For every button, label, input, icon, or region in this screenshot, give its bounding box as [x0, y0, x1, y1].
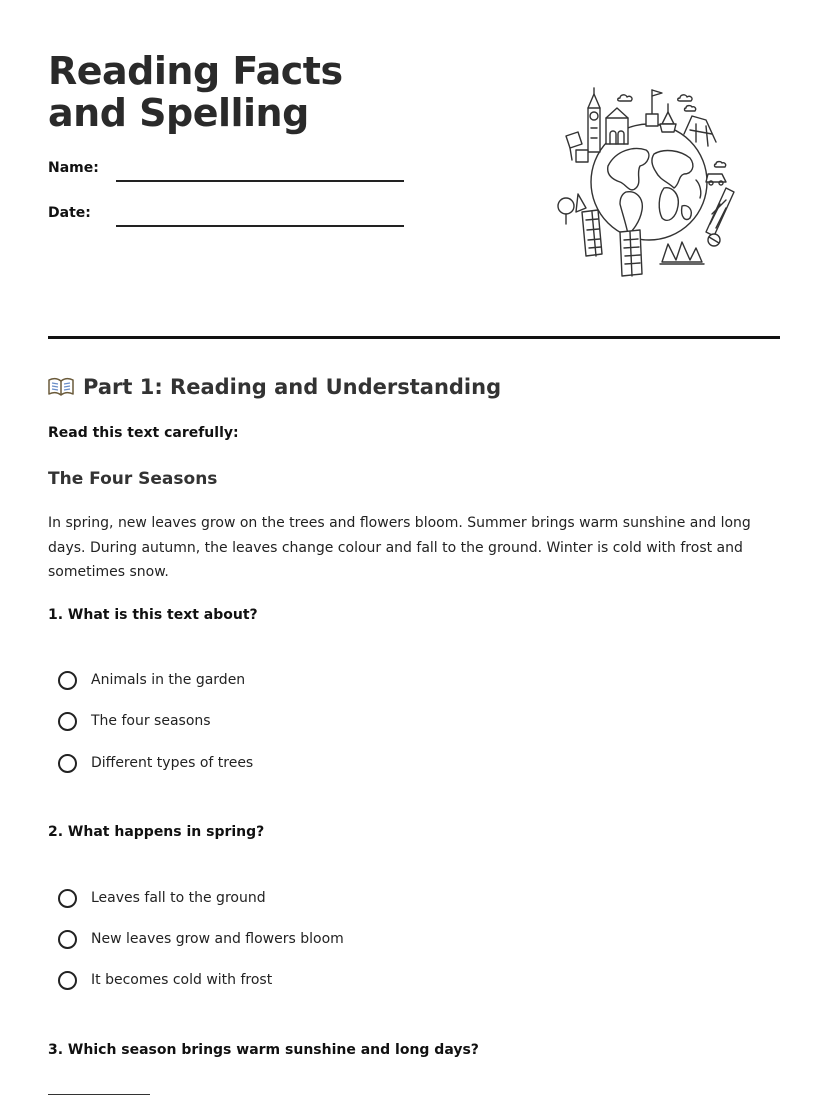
- open-book-icon: [48, 377, 74, 397]
- globe-landmarks-icon: [556, 84, 742, 280]
- name-field-row: [48, 160, 408, 190]
- q1-option-1[interactable]: [58, 668, 245, 692]
- text-title: The Four Seasons: [48, 469, 218, 489]
- reading-passage: In spring, new leaves grow on the trees and flowers bloom. Summer brings warm sunshine and long days. During autumn, the leaves change colour and fall to the ground. Winter is cold with frost and sometimes snow.: [48, 515, 751, 580]
- q1-option-2[interactable]: [58, 709, 211, 733]
- q1-option-3[interactable]: [58, 751, 253, 775]
- q2-option-1[interactable]: [58, 886, 266, 910]
- section-divider: [48, 336, 780, 339]
- option-label: New leaves grow and flowers bloom: [91, 931, 344, 947]
- part-1-title-text: Part 1: Reading and Understanding: [83, 375, 502, 399]
- radio-circle[interactable]: [58, 712, 77, 731]
- reading-instruction: Read this text carefully:: [48, 425, 239, 441]
- question-2: 2. What happens in spring?: [48, 824, 265, 840]
- radio-circle[interactable]: [58, 889, 77, 908]
- page-title: Reading Facts and Spelling: [48, 49, 343, 135]
- q3-answer-line[interactable]: [48, 1094, 150, 1095]
- option-label: Different types of trees: [91, 755, 254, 771]
- option-label: Animals in the garden: [91, 672, 246, 688]
- part-1-title: [48, 375, 501, 399]
- name-label: Name:: [48, 160, 99, 176]
- question-1: 1. What is this text about?: [48, 607, 258, 623]
- q2-option-2[interactable]: [58, 927, 344, 951]
- date-field-row: [48, 205, 408, 235]
- option-label: The four seasons: [91, 713, 211, 729]
- date-write-line[interactable]: [116, 225, 404, 227]
- option-label: Leaves fall to the ground: [91, 890, 266, 906]
- q2-option-3[interactable]: [58, 968, 272, 992]
- name-write-line[interactable]: [116, 180, 404, 182]
- date-label: Date:: [48, 205, 91, 221]
- radio-circle[interactable]: [58, 930, 77, 949]
- radio-circle[interactable]: [58, 971, 77, 990]
- question-3: 3. Which season brings warm sunshine and long days?: [48, 1042, 479, 1058]
- option-label: It becomes cold with frost: [91, 972, 273, 988]
- radio-circle[interactable]: [58, 754, 77, 773]
- radio-circle[interactable]: [58, 671, 77, 690]
